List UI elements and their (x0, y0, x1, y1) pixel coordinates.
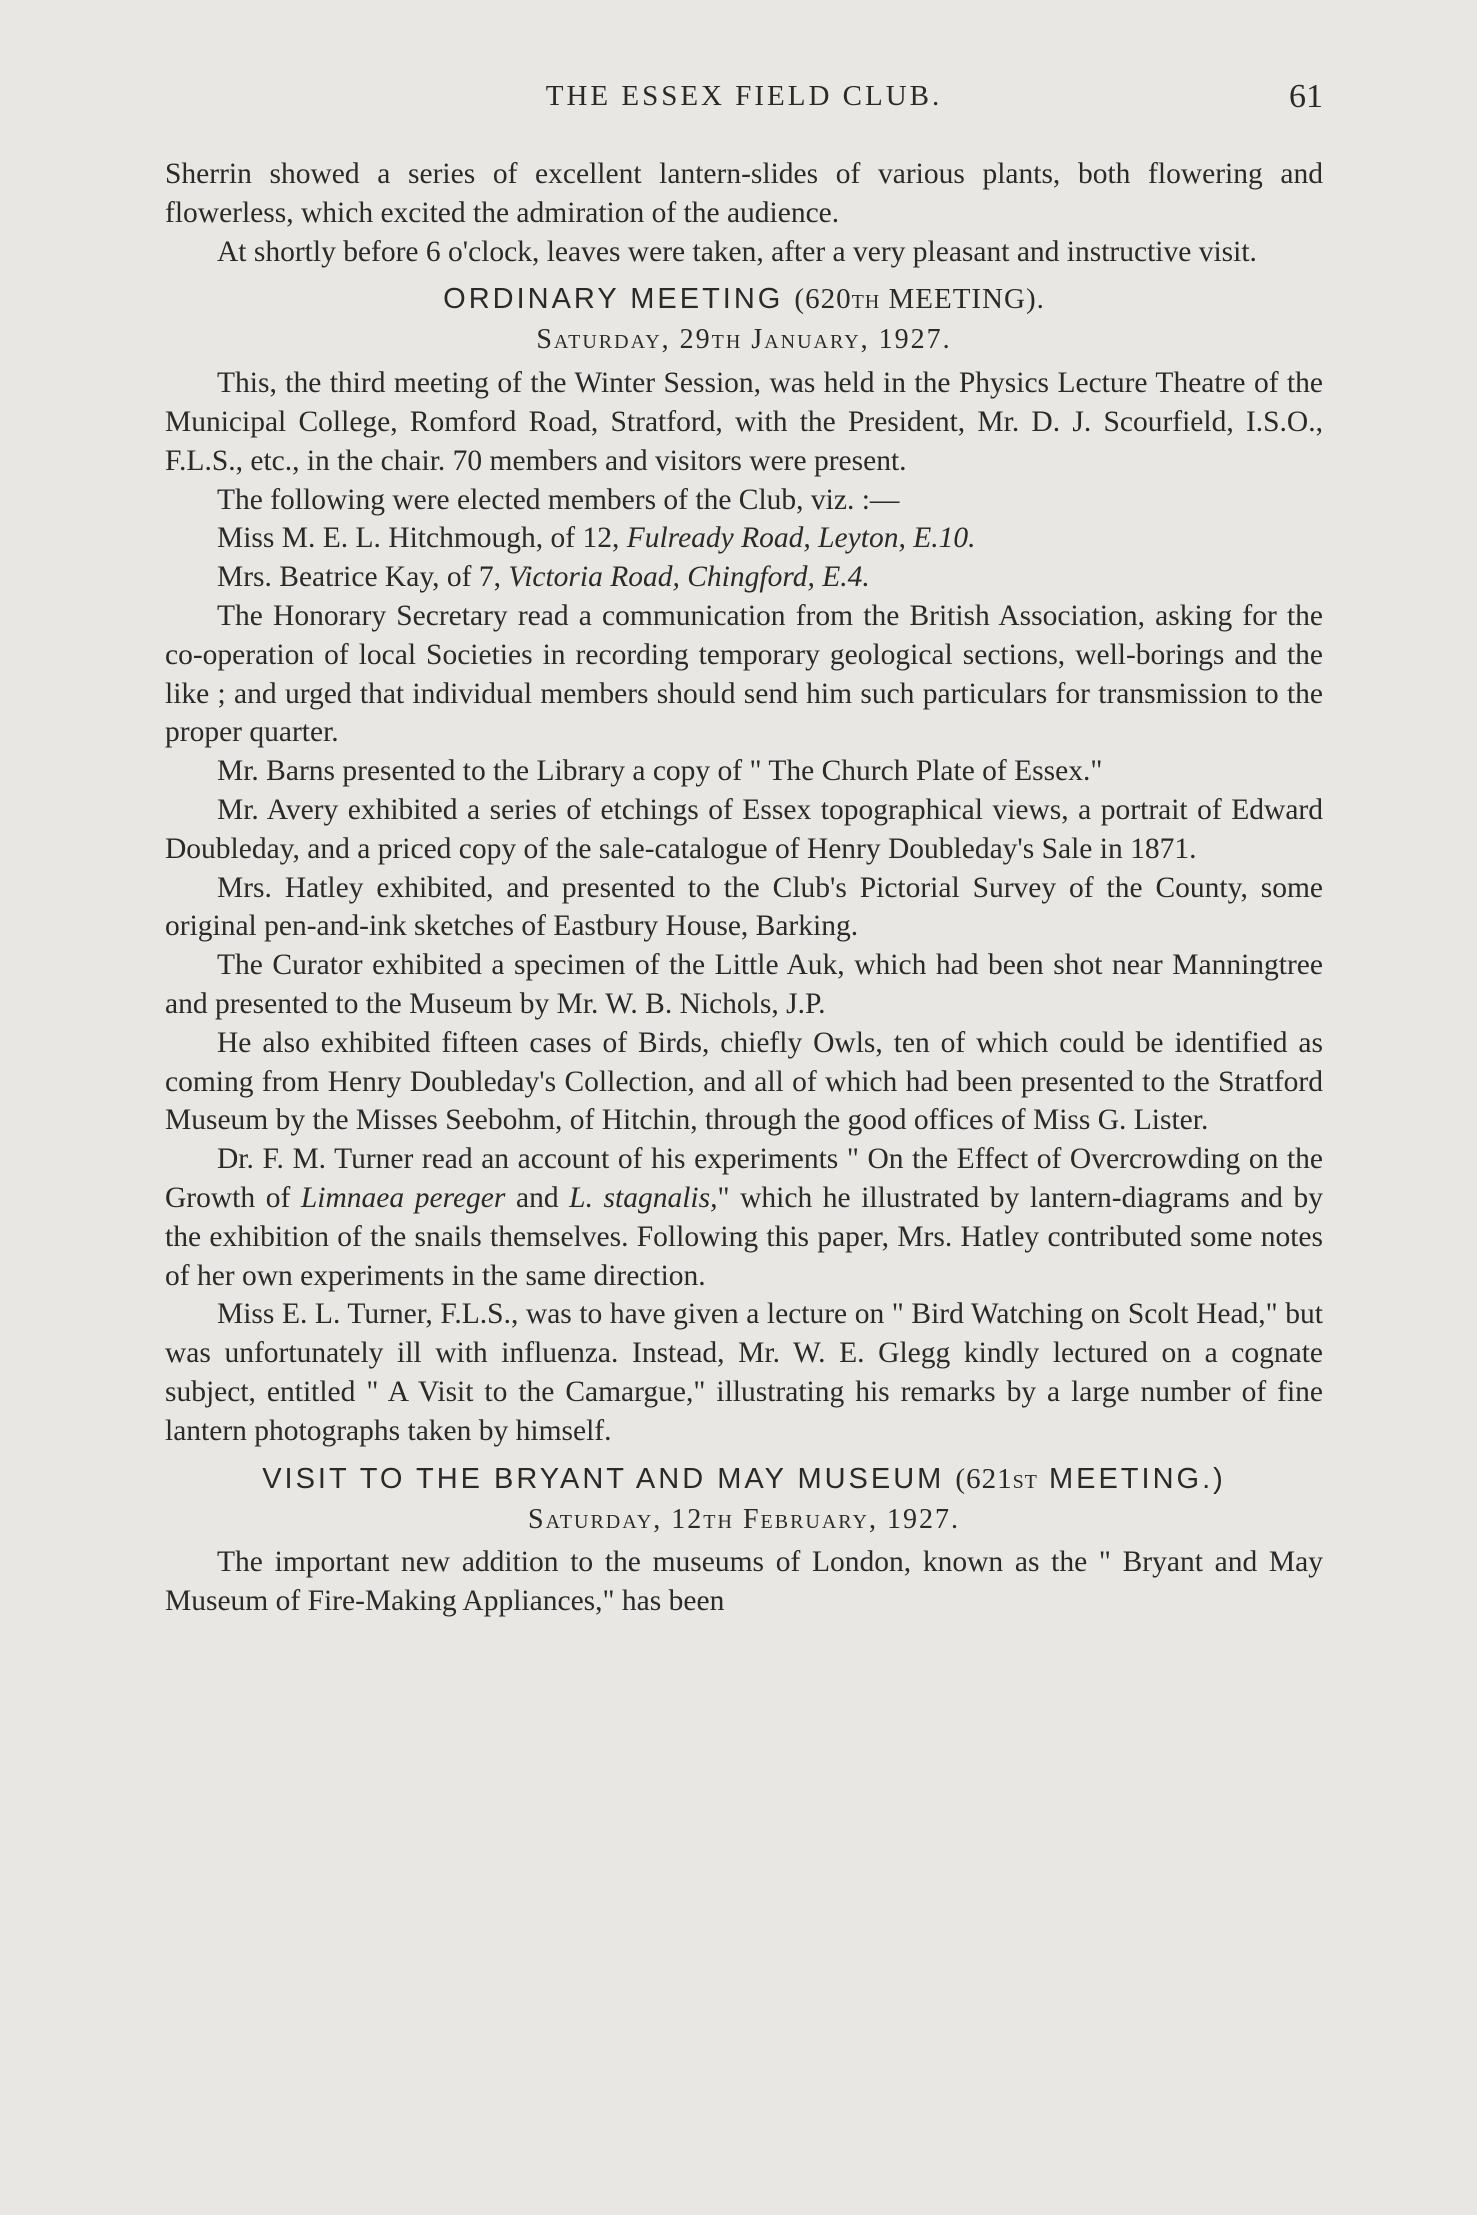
running-head: THE ESSEX FIELD CLUB. (545, 80, 943, 112)
new-member (165, 519, 1323, 558)
new-member (165, 558, 1323, 597)
heading-title: ORDINARY MEETING (443, 283, 784, 316)
heading-meeting-number: (621st (955, 1462, 1038, 1495)
paragraph: The important new addition to the museums of London, known as the " Bryant and May Museum of Fire-Making Appliances," has been (165, 1546, 1323, 1618)
species-name: Limnaea pereger (300, 1181, 506, 1214)
member-address: Fulready Road, Leyton, E.10. (626, 522, 976, 555)
paragraph: The Honorary Secretary read a communication from the British Association, asking for the co-operation of local Societies in recording temporary geological sections, well-borings and the like ; and urged that individual members should send him such particulars for transmission to the proper quarter. (165, 599, 1323, 749)
paragraph: The following were elected members of the Club, viz. :— (217, 483, 900, 516)
text-run: Dr. F. M. Turner read an account of his experiments " On the Effect of Overcrowding on the Growth of (165, 1143, 1323, 1214)
section-heading (165, 281, 1323, 317)
section-heading (165, 1461, 1323, 1497)
text-run: and (515, 1181, 559, 1214)
continued-paragraph: Sherrin showed a series of excellent lantern-slides of various plants, both flowering and flowerless, which excited the admiration of the audience. (165, 158, 1323, 229)
text-run: " which he illustrated by lantern-diagrams and by the exhibition of the snails themselves. Following this paper, Mrs. Hatley contributed some notes of her own experiments in the same direction. (165, 1181, 1324, 1292)
paragraph: The Curator exhibited a specimen of the Little Auk, which had been shot near Manningtree and presented to the Museum by Mr. W. B. Nichols, J.P. (165, 949, 1323, 1020)
heading-meeting-number: (620th MEETING). (794, 283, 1045, 316)
dateline: Saturday, 12th February, 1927. (528, 1503, 960, 1535)
page-number: 61 (1289, 78, 1323, 115)
paragraph: Mr. Avery exhibited a series of etchings of Essex topographical views, a portrait of Edward Doubleday, and a priced copy of the sale-catalogue of Henry Doubleday's Sale in 1871. (165, 793, 1323, 865)
body-text (165, 155, 1323, 1621)
member-name: Mrs. Beatrice Kay, of 7, (217, 561, 501, 594)
member-name: Miss M. E. L. Hitchmough, of 12, (217, 522, 620, 555)
paragraph (165, 1140, 1323, 1295)
heading-title-tail: MEETING.) (1048, 1462, 1226, 1495)
paragraph: Mr. Barns presented to the Library a copy of " The Church Plate of Essex." (217, 755, 1103, 788)
paragraph: At shortly before 6 o'clock, leaves were taken, after a very pleasant and instructive visit. (217, 235, 1257, 268)
heading-title: VISIT TO THE BRYANT AND MAY MUSEUM (262, 1462, 945, 1495)
paragraph: He also exhibited fifteen cases of Birds, chiefly Owls, ten of which could be identified as coming from Henry Doubleday's Collection, and all of which had been presented to the Stratford Museum by the Misses Seebohm, of Hitchin, through the good offices of Miss G. Lister. (165, 1026, 1323, 1137)
dateline: Saturday, 29th January, 1927. (536, 324, 952, 356)
page-header (165, 80, 1323, 130)
member-address: Victoria Road, Chingford, E.4. (508, 561, 870, 594)
paragraph: Mrs. Hatley exhibited, and presented to the Club's Pictorial Survey of the County, some original pen-and-ink sketches of Eastbury House, Barking. (165, 871, 1323, 943)
species-name: L. stagnalis, (569, 1181, 718, 1214)
paragraph: This, the third meeting of the Winter Session, was held in the Physics Lecture Theatre of the Municipal College, Romford Road, Stratford, with the President, Mr. D. J. Scourfield, I.S.O., F.L.S., etc., in the chair. 70 members and visitors were present. (165, 367, 1323, 477)
paragraph: Miss E. L. Turner, F.L.S., was to have given a lecture on " Bird Watching on Scolt Head," but was unfortunately ill with influenza. Instead, Mr. W. E. Glegg kindly lectured on a cognate subject, entitled " A Visit to the Camargue," illustrating his remarks by a large number of fine lantern photographs taken by himself. (165, 1298, 1323, 1447)
